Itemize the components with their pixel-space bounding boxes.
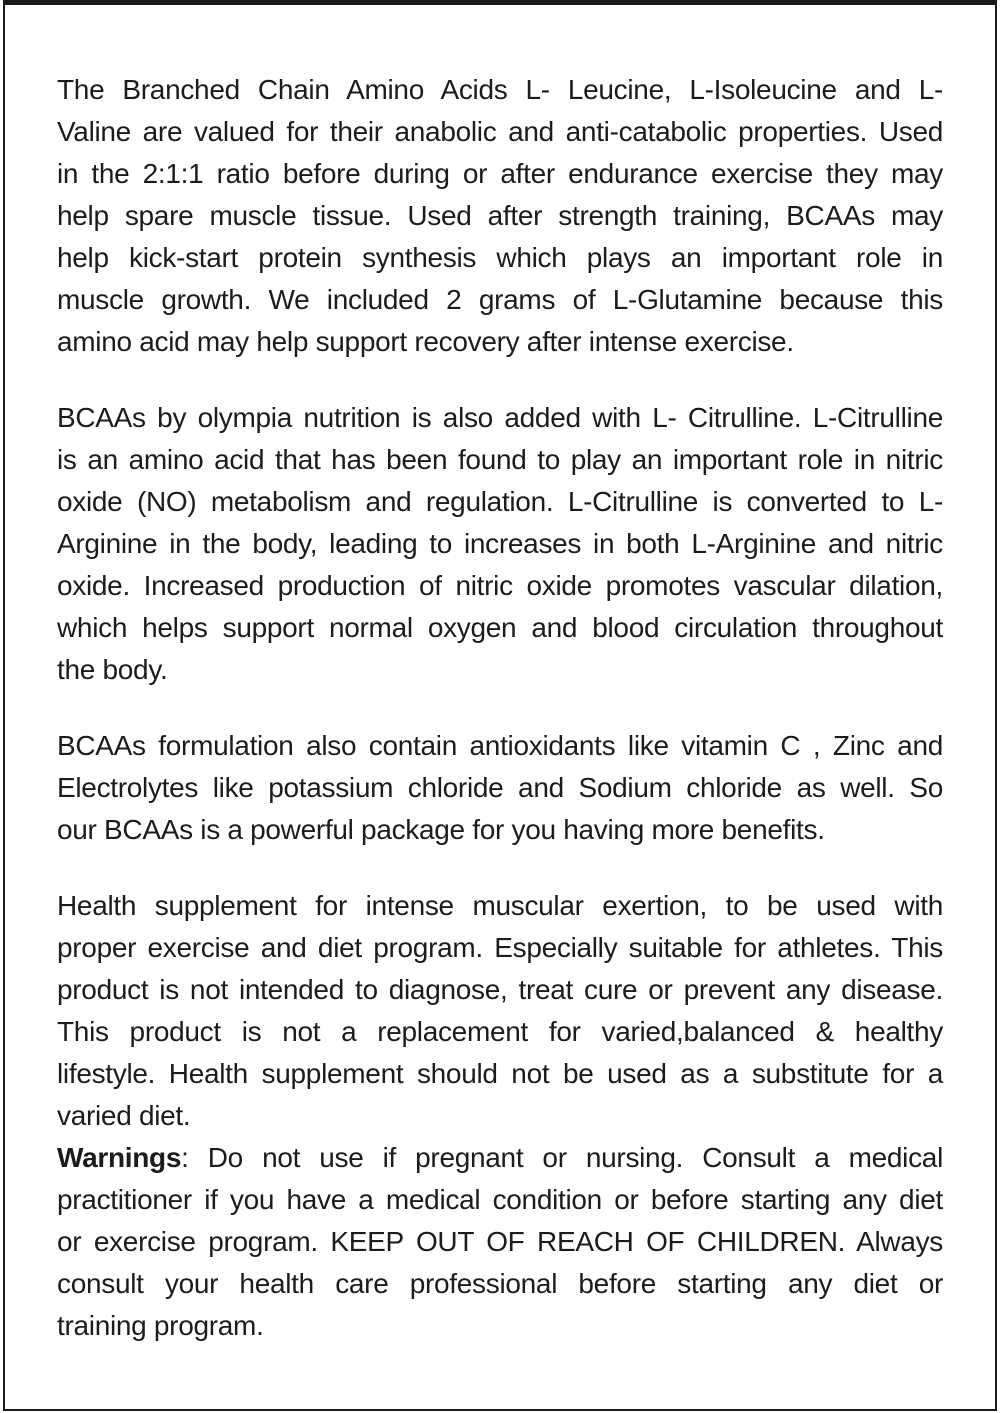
document-body [57,69,943,1381]
paragraph-bcaa-intro [57,69,943,363]
text-line: Valine are valued for their anabolic and anti-catabolic properties. Used [57,116,943,147]
text-line: which helps support normal oxygen and blood circulation throughout [57,612,943,643]
text-line: oxide (NO) metabolism and regulation. L-Citrulline is converted to L- [57,486,943,517]
paragraph-health-supplement [57,885,943,1137]
text-line: help spare muscle tissue. Used after strength training, BCAAs may [57,200,943,231]
text-line: BCAAs formulation also contain antioxidants like vitamin C , Zinc and [57,730,943,761]
text-line: The Branched Chain Amino Acids L- Leucine, L-Isoleucine and L- [57,74,943,105]
text-line: amino acid may help support recovery after intense exercise. [57,326,794,357]
text-line: Warnings: Do not use if pregnant or nursing. Consult a medical [57,1142,943,1173]
text-line: muscle growth. We included 2 grams of L-Glutamine because this [57,284,943,315]
text-line: in the 2:1:1 ratio before during or after endurance exercise they may [57,158,943,189]
text-line: training program. [57,1310,264,1341]
paragraph-citrulline [57,397,943,691]
paragraph-warnings [57,1137,943,1347]
text-line: Electrolytes like potassium chloride and Sodium chloride as well. So [57,772,943,803]
text-line: consult your health care professional before starting any diet or [57,1268,943,1299]
text-line: Health supplement for intense muscular exertion, to be used with [57,890,943,921]
text-line: help kick-start protein synthesis which plays an important role in [57,242,943,273]
text-line: practitioner if you have a medical condition or before starting any diet [57,1184,943,1215]
text-line: proper exercise and diet program. Especially suitable for athletes. This [57,932,943,963]
text-line: or exercise program. KEEP OUT OF REACH OF CHILDREN. Always [57,1226,943,1257]
text-line: oxide. Increased production of nitric oxide promotes vascular dilation, [57,570,943,601]
text-line: BCAAs by olympia nutrition is also added with L- Citrulline. L-Citrulline [57,402,943,433]
text-line: Arginine in the body, leading to increases in both L-Arginine and nitric [57,528,943,559]
bold-lead-in: Warnings [57,1142,182,1173]
text-line: varied diet. [57,1100,191,1131]
text-line: the body. [57,654,168,685]
text-line: This product is not a replacement for varied,balanced & healthy [57,1016,943,1047]
text-line: is an amino acid that has been found to play an important role in nitric [57,444,943,475]
paragraph-antioxidants [57,725,943,851]
text-line: product is not intended to diagnose, treat cure or prevent any disease. [57,974,943,1005]
text-line: lifestyle. Health supplement should not be used as a substitute for a [57,1058,943,1089]
text-line: our BCAAs is a powerful package for you having more benefits. [57,814,825,845]
